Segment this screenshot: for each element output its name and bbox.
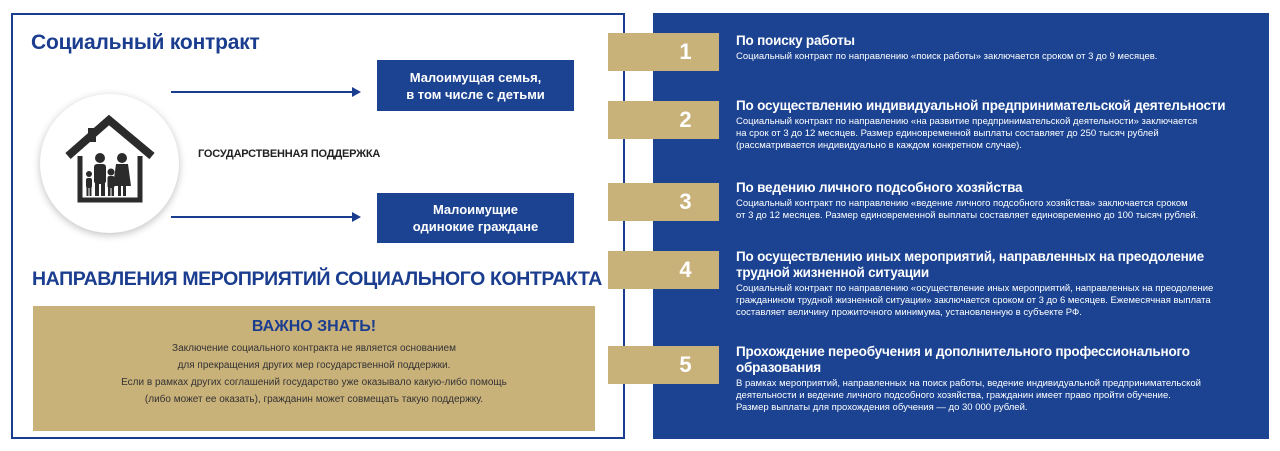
important-line: Заключение социального контракта не является основанием [172, 343, 456, 354]
low-income-family-box [377, 60, 574, 111]
number-text: 4 [679, 257, 692, 282]
item-text [736, 198, 1256, 222]
item-text-line: Социальный контракт по направлению «на развитие предпринимательской деятельности» заключается [736, 116, 1198, 127]
important-text [33, 340, 595, 408]
item-title: По ведению личного подсобного хозяйства [736, 180, 1023, 195]
item-text-line: составляет величину прожиточного минимума, установленную в субъекте РФ. [736, 307, 1082, 318]
item-text-line: гражданином трудной жизненной ситуации» заключается сроком от 3 до 6 месяцев. Ежемесячная выплата [736, 295, 1211, 306]
item-text-line: Социальный контракт по направлению «осуществление иных мероприятий, направленных на преодоление [736, 283, 1214, 294]
box-line: Малоимущие [432, 202, 519, 217]
panel-title: Социальный контракт [31, 31, 260, 54]
item-title-line: образования [736, 360, 821, 375]
direction-item-3 [736, 180, 1256, 222]
number-text: 1 [679, 39, 692, 64]
item-text [736, 283, 1256, 319]
important-line: Если в рамках других соглашений государство уже оказывало какую-либо помощь [121, 377, 507, 388]
item-title-line: Прохождение переобучения и дополнительного профессионального [736, 344, 1190, 359]
arrow-right-icon [171, 87, 361, 97]
item-text-line: от 3 до 12 месяцев. Размер единовременной выплаты составляет единовременно до 100 тысяч рублей. [736, 210, 1199, 221]
item-title-line: трудной жизненной ситуации [736, 265, 930, 280]
important-title: ВАЖНО ЗНАТЬ! [251, 318, 377, 335]
number-badge [608, 101, 719, 139]
item-text [736, 51, 1256, 63]
family-house-icon [40, 94, 179, 233]
item-text-line: В рамках мероприятий, направленных на поиск работы, ведение индивидуальной предпринимательской [736, 378, 1201, 389]
directions-title: НАПРАВЛЕНИЯ МЕРОПРИЯТИЙ СОЦИАЛЬНОГО КОНТРАКТА [32, 268, 602, 290]
direction-item-1 [736, 33, 1256, 63]
item-text-line: деятельности и ведение личного подсобного хозяйства, гражданин имеет право пройти обучение. [736, 390, 1171, 401]
box-line: одинокие граждане [412, 219, 539, 234]
box-line: в том числе с детьми [406, 86, 545, 102]
number-text: 3 [679, 189, 692, 214]
item-title [736, 249, 1256, 281]
item-text-line: на срок от 3 до 12 месяцев. Размер единовременной выплаты составляет до 250 тысяч рублей [736, 128, 1159, 139]
item-text-line: Размер выплаты для прохождения обучения — до 30 000 рублей. [736, 402, 1028, 413]
number-text: 5 [679, 352, 692, 377]
item-title [736, 344, 1256, 376]
item-title: По поиску работы [736, 33, 855, 48]
support-label: ГОСУДАРСТВЕННАЯ ПОДДЕРЖКА [198, 148, 381, 160]
direction-item-4 [736, 249, 1256, 319]
direction-item-2 [736, 98, 1256, 152]
important-notice [33, 306, 595, 431]
item-text-line: Социальный контракт по направлению «поиск работы» заключается сроком от 3 до 9 месяцев. [736, 51, 1158, 62]
item-text-line: (рассматривается индивидуально в каждом конкретном случае). [736, 140, 1022, 151]
number-badge [608, 33, 719, 71]
number-badge [608, 251, 719, 289]
important-line: для прекращения других мер государственной поддержки. [177, 360, 451, 371]
item-text-line: Социальный контракт по направлению «ведение личного подсобного хозяйства» заключается сроком [736, 198, 1188, 209]
box-line: Малоимущая семья, [409, 69, 542, 85]
arrow-right-icon [171, 212, 361, 222]
number-badge [608, 346, 719, 384]
item-title: По осуществлению индивидуальной предпринимательской деятельности [736, 98, 1226, 113]
number-badge [608, 183, 719, 221]
direction-item-5 [736, 344, 1256, 414]
item-title-line: По осуществлению иных мероприятий, направленных на преодоление [736, 249, 1204, 264]
number-text: 2 [679, 107, 692, 132]
item-text [736, 378, 1256, 414]
left-panel [11, 13, 625, 439]
item-text [736, 116, 1256, 152]
important-line: (либо может ее оказать), гражданин может совмещать такую поддержку. [144, 394, 484, 405]
low-income-single-box [377, 193, 574, 243]
